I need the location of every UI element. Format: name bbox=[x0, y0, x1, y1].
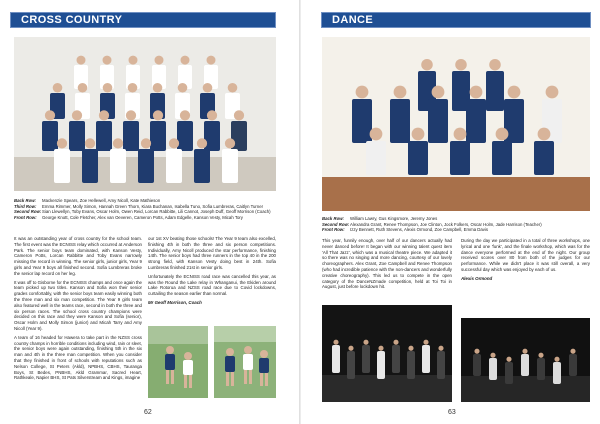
person-head bbox=[207, 110, 217, 120]
person-body bbox=[377, 351, 385, 379]
person-head bbox=[53, 83, 63, 93]
article-column-1 bbox=[14, 236, 142, 384]
section-title: DANCE bbox=[332, 14, 374, 26]
person-head bbox=[57, 138, 67, 148]
group-photo-illustration bbox=[322, 37, 590, 211]
person-body bbox=[537, 358, 545, 380]
person-head bbox=[333, 340, 338, 345]
person-body bbox=[204, 121, 220, 151]
person-body bbox=[347, 351, 355, 379]
person-body bbox=[110, 149, 126, 183]
right-page bbox=[301, 0, 600, 424]
person-head bbox=[72, 110, 82, 120]
person-head bbox=[113, 138, 123, 148]
person-head bbox=[538, 353, 543, 358]
section-banner-cross-country bbox=[10, 12, 276, 28]
person-head bbox=[378, 346, 383, 351]
person-head bbox=[546, 86, 559, 99]
person-head bbox=[225, 138, 235, 148]
person-body bbox=[392, 345, 400, 373]
person-head bbox=[85, 138, 95, 148]
person-head bbox=[103, 83, 113, 93]
person-body bbox=[492, 141, 512, 175]
paragraph: This year, funnily enough, over half of our dancers actually had never danced before! It began with our winning talent quest item 'All That Jazz', which was a musical theatre piece. We adapted it so there was no singing and more dancing, courtesy of our lovely choreographers. Alex Grant, Zoe Campbell and Renee Thompson (who had incredible patience with the non-dancers and wonderfully creative choreography). This led us to compete in the open category of the DanceNZmade competition, held at Toi Toi in August, just before lockdown hit. bbox=[322, 238, 452, 290]
person-head bbox=[348, 346, 353, 351]
page-number: 62 bbox=[144, 409, 152, 416]
group-caption bbox=[322, 216, 590, 233]
runner-illustration bbox=[214, 326, 276, 398]
person-head bbox=[181, 56, 190, 65]
paragraph: Unfortunately the ECNISS road race was cancelled this year, as was the Round the Lake relay in Whanganui, the Ekiden around Lake Rotorua and NZSS road race due to Covid lockdowns, curtailing the season earlier than normal. bbox=[148, 273, 276, 297]
person-head bbox=[103, 56, 112, 65]
cross-country-team-photo bbox=[14, 37, 276, 191]
person-head bbox=[423, 340, 428, 345]
person-head bbox=[438, 346, 443, 351]
person-head bbox=[490, 353, 495, 358]
dance-performance-photo-1 bbox=[322, 305, 452, 402]
caption-row: Second Row: Sian Llewellyn, Toby Evans, Oscar Holm, Owen Reid, Lorcan Rabbitte, Lili Cannot, Joseph Duff, Geoff Morrison (Coach) bbox=[14, 209, 271, 215]
person-head bbox=[393, 340, 398, 345]
paragraph: our 1st XV beating those schools! The Year 9 team also excelled, finishing 4th in both the three and six person competitions. Individually, Amy Nicoll produced the star performance, finishing 14th. The senior boys had three runners in the top 40 in the 200 strong field, with Kanson Vesty doing best in 24th. Sofia Lumbreras finished 21st in senior girls. bbox=[148, 236, 276, 270]
person-head bbox=[496, 128, 509, 141]
person-body bbox=[521, 354, 529, 376]
person-body bbox=[138, 149, 154, 183]
person-head bbox=[506, 357, 511, 362]
person-head bbox=[203, 83, 213, 93]
author-signature: Mr Geoff Morrison, Coach bbox=[148, 299, 202, 305]
person-head bbox=[78, 83, 88, 93]
person-head bbox=[522, 349, 527, 354]
person-body bbox=[466, 99, 486, 143]
person-body bbox=[408, 141, 428, 175]
person-head bbox=[129, 56, 138, 65]
article-column-2 bbox=[461, 238, 590, 282]
article-column-2 bbox=[148, 236, 276, 306]
left-page bbox=[0, 0, 299, 424]
person-head bbox=[570, 349, 575, 354]
caption-row: Second Row: Alexandra Grant, Renee Thompson, Joe Clinton, Jock Folkers, Oscar Holm, Jade Harrison (Teacher) bbox=[322, 221, 542, 227]
person-body bbox=[428, 99, 448, 143]
person-head bbox=[228, 83, 238, 93]
person-body bbox=[82, 149, 98, 183]
paragraph: A team of 16 headed for Hawera to take part in the NZSS cross country champs in horrible conditions including wind, rain or sleet, the senior boys were again outstanding, finishing 5th in the six man and 4th in the three man competition. When you consider that they finished in front of schools with reputations such as Nelson College, St Peters (Akld), NPBHS, CBHS, Tauranga Boys, St Bedes, PNBHS, Akld Grammar, Sacred Heart, Rathkeale, Napier BHS, St Pats Silverstream and Kings, imagine bbox=[14, 334, 142, 381]
section-banner-dance bbox=[321, 12, 591, 28]
person-head bbox=[363, 340, 368, 345]
person-body bbox=[489, 358, 497, 380]
caption-row: Back Row: Mackenzie Spears, Zoe Hellewell, Amy Nicoll, Kate Mathieson bbox=[14, 198, 161, 203]
person-body bbox=[569, 354, 577, 376]
person-head bbox=[126, 110, 136, 120]
person-head bbox=[370, 128, 383, 141]
person-body bbox=[166, 149, 182, 183]
author-signature: Alexis Ormond bbox=[461, 275, 493, 281]
person-body bbox=[366, 141, 386, 175]
person-body bbox=[390, 99, 410, 143]
person-head bbox=[234, 110, 244, 120]
caption-row: Back Row: William Lawry, Gus Kingsmore, Jeremy Jones bbox=[322, 216, 438, 221]
team-caption bbox=[14, 198, 278, 220]
person-body bbox=[450, 141, 470, 175]
person-body bbox=[123, 121, 139, 151]
section-title: CROSS COUNTRY bbox=[21, 14, 123, 26]
person-head bbox=[153, 83, 163, 93]
person-head bbox=[153, 110, 163, 120]
paragraph: It was off to Gisborne for the ECNISS champs and once again the team picked up two titles. Kanson and Sofia won their senior grades comfortably, with the senior boys team easily winning both the three man and six man competition. The Year 9 girls team also featured well in the teams race, second in both the three and six person races. The school cross country champions were decided on this race and they were Kanson and Sofia (senior), Oscar Holm and Molly Simon (junior) and Micah Tarry and Amy Nicoll (Year 9). bbox=[14, 279, 142, 331]
caption-row: Front Row: Izzy Bennett, Ruth Stevens, Alexis Ormond, Zoe Campbell, Emma Davis bbox=[322, 227, 489, 233]
person-body bbox=[332, 345, 340, 373]
person-head bbox=[412, 128, 425, 141]
caption-row: Front Row: George Knott, Cole Fletcher, Alex van Oeveren, Cameron Potts, Adam Edgelle, Kanson Vesty, Micah Tory bbox=[14, 214, 243, 220]
person-body bbox=[96, 121, 112, 151]
person-body bbox=[407, 351, 415, 379]
person-body bbox=[42, 121, 58, 151]
dance-performance-photo-2 bbox=[461, 318, 590, 402]
person-body bbox=[362, 345, 370, 373]
person-head bbox=[99, 110, 109, 120]
person-body bbox=[437, 351, 445, 379]
person-head bbox=[356, 86, 369, 99]
person-head bbox=[508, 86, 521, 99]
team-photo-illustration bbox=[14, 37, 276, 191]
person-body bbox=[222, 149, 238, 183]
dance-group-photo bbox=[322, 37, 590, 211]
person-head bbox=[169, 138, 179, 148]
person-body bbox=[177, 121, 193, 151]
person-head bbox=[474, 349, 479, 354]
person-body bbox=[534, 141, 554, 175]
person-body bbox=[352, 99, 372, 143]
person-body bbox=[194, 149, 210, 183]
person-head bbox=[128, 83, 138, 93]
person-head bbox=[394, 86, 407, 99]
person-body bbox=[422, 345, 430, 373]
person-body bbox=[505, 362, 513, 384]
person-head bbox=[455, 59, 467, 71]
person-head bbox=[421, 59, 433, 71]
person-head bbox=[180, 110, 190, 120]
person-head bbox=[554, 357, 559, 362]
caption-row: Third Row: Emma Rimmer, Molly Simon, Hannah Green Thorn, Kiara Buchanan, Isabella Tuno, Sofia Lumbreras, Caitlyn Turner bbox=[14, 203, 264, 209]
stage-illustration bbox=[322, 305, 452, 402]
person-head bbox=[207, 56, 216, 65]
person-body bbox=[473, 354, 481, 376]
person-body bbox=[486, 71, 504, 111]
stage-illustration bbox=[461, 318, 590, 402]
runner-photo-2 bbox=[214, 326, 276, 398]
person-head bbox=[155, 56, 164, 65]
person-head bbox=[77, 56, 86, 65]
runner-photo-1 bbox=[148, 326, 208, 398]
person-head bbox=[141, 138, 151, 148]
person-body bbox=[553, 362, 561, 384]
person-head bbox=[45, 110, 55, 120]
person-head bbox=[489, 59, 501, 71]
paragraph: During the day we participated in a total of three workshops, one lyrical and one 'funk', and the finale workshop, which was for the dance everyone performed at the end of the night. Our group received scores over 80 from both of the judges for our performance. While we didn't place it was still overall, a very successful day which was enjoyed by each of us. bbox=[461, 238, 590, 272]
person-head bbox=[178, 83, 188, 93]
paragraph: It was an outstanding year of cross country for the school team. The first event was the ECNISS relay which occurred at Anderson Park. The senior boys team dominated, with Kanson Vesty, Cameron Potts, Lorcan Rabbitte and Toby Evans narrowly missing the record in winning. The senior girls, junior girls, Year 9 girls and Year 9 boys all finished second. Sofia Lumbreras broke the senior lap record on her leg. bbox=[14, 236, 142, 276]
person-head bbox=[408, 346, 413, 351]
person-body bbox=[54, 149, 70, 183]
person-head bbox=[538, 128, 551, 141]
person-head bbox=[470, 86, 483, 99]
runner-illustration bbox=[148, 326, 208, 398]
person-body bbox=[150, 121, 166, 151]
person-head bbox=[454, 128, 467, 141]
article-column-1 bbox=[322, 238, 452, 293]
person-head bbox=[432, 86, 445, 99]
person-body bbox=[69, 121, 85, 151]
page-number: 63 bbox=[448, 409, 456, 416]
person-head bbox=[197, 138, 207, 148]
